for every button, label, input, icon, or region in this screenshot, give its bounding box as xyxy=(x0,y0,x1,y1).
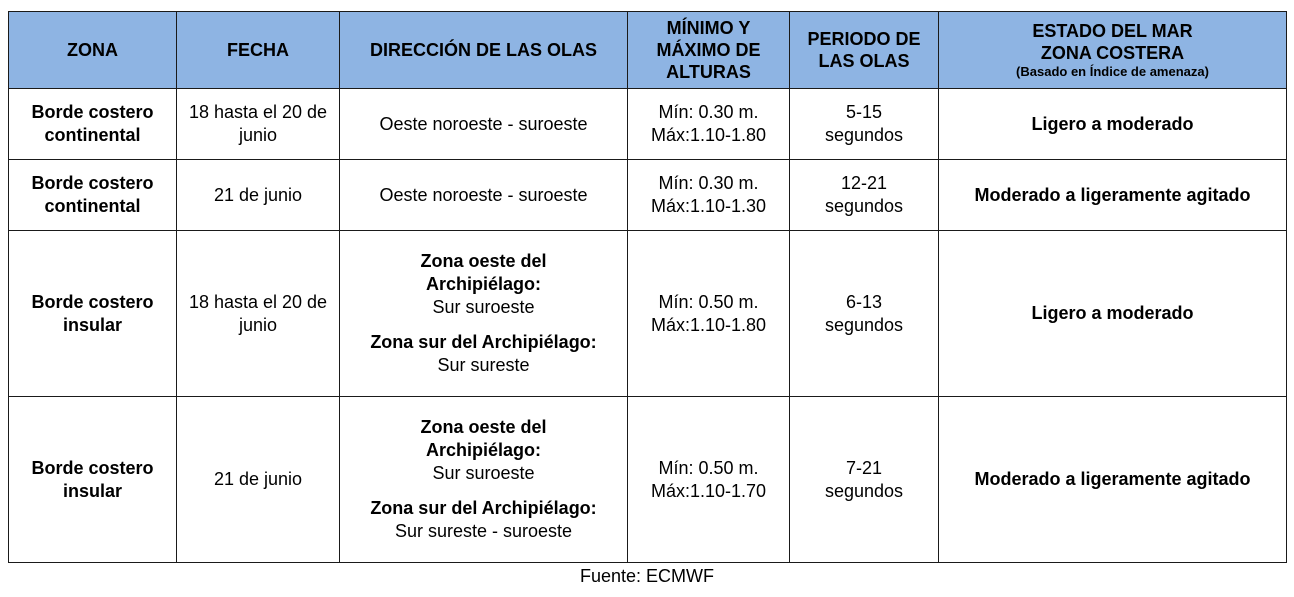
cell-fecha xyxy=(177,160,340,231)
cell-fecha xyxy=(177,397,340,563)
zona-oeste-title: Archipiélago: xyxy=(425,274,541,294)
zona-line: continental xyxy=(44,196,141,216)
cell-alturas xyxy=(628,397,790,563)
fecha-line: 21 de junio xyxy=(213,184,303,205)
cell-direccion xyxy=(340,231,628,397)
header-periodo-line: LAS OLAS xyxy=(818,51,910,71)
zona-line: insular xyxy=(62,480,123,501)
cell-zona xyxy=(9,89,177,160)
zona-sur-value: Sur sureste xyxy=(437,355,530,375)
cell-fecha xyxy=(177,231,340,397)
cell-zona xyxy=(9,397,177,563)
altura-min: Mín: 0.50 m. xyxy=(658,457,759,478)
header-alturas xyxy=(628,12,790,89)
header-estado-line: ZONA COSTERA xyxy=(1040,43,1185,63)
periodo-unit: segundos xyxy=(824,125,904,145)
cell-estado: Ligero a moderado xyxy=(939,231,1287,397)
table-row xyxy=(9,397,1287,563)
header-estado xyxy=(939,12,1287,89)
zona-line: Borde costero xyxy=(31,291,154,312)
cell-estado: Moderado a ligeramente agitado xyxy=(939,397,1287,563)
altura-max: Máx:1.10-1.80 xyxy=(650,125,767,145)
cell-estado: Ligero a moderado xyxy=(939,89,1287,160)
cell-fecha xyxy=(177,89,340,160)
header-alturas-line: ALTURAS xyxy=(666,62,751,82)
header-estado-subtitle: (Basado en Índice de amenaza) xyxy=(1016,64,1209,79)
altura-min: Mín: 0.30 m. xyxy=(658,173,759,193)
header-estado-line: ESTADO DEL MAR xyxy=(1032,21,1193,41)
header-alturas-line: MÍNIMO Y xyxy=(666,18,751,38)
header-row xyxy=(9,12,1287,89)
altura-min: Mín: 0.30 m. xyxy=(658,102,759,122)
zona-line: Borde costero xyxy=(31,102,154,122)
periodo-unit: segundos xyxy=(824,480,904,501)
header-alturas-line: MÁXIMO DE xyxy=(656,40,761,60)
zona-oeste-title: Zona oeste del xyxy=(420,251,547,271)
header-periodo xyxy=(790,12,939,89)
periodo-range: 5-15 xyxy=(845,102,883,122)
cell-alturas xyxy=(628,160,790,231)
periodo-range: 6-13 xyxy=(845,291,883,312)
table-row xyxy=(9,160,1287,231)
zona-sur-title: Zona sur del Archipiélago: xyxy=(370,498,597,518)
altura-min: Mín: 0.50 m. xyxy=(658,291,759,312)
fecha-line: 21 de junio xyxy=(213,469,303,489)
table-row xyxy=(9,89,1287,160)
cell-zona xyxy=(9,231,177,397)
zona-line: continental xyxy=(44,125,141,145)
zona-oeste-value: Sur suroeste xyxy=(432,463,535,483)
altura-max: Máx:1.10-1.80 xyxy=(650,314,767,335)
header-zona: ZONA xyxy=(9,12,177,89)
altura-max: Máx:1.10-1.30 xyxy=(650,196,767,216)
fecha-line: 18 hasta el 20 de xyxy=(188,102,328,122)
header-direccion: DIRECCIÓN DE LAS OLAS xyxy=(340,12,628,89)
cell-periodo xyxy=(790,397,939,563)
cell-direccion xyxy=(340,397,628,563)
forecast-table-container xyxy=(8,11,1287,563)
periodo-unit: segundos xyxy=(824,196,904,216)
cell-zona xyxy=(9,160,177,231)
zona-sur-value: Sur sureste - suroeste xyxy=(394,521,573,541)
cell-alturas xyxy=(628,89,790,160)
zona-oeste-value: Sur suroeste xyxy=(432,297,535,317)
zona-oeste-title: Zona oeste del xyxy=(420,417,547,437)
sea-state-table xyxy=(8,11,1287,563)
source-caption: Fuente: ECMWF xyxy=(579,566,715,586)
fecha-line: 18 hasta el 20 de xyxy=(188,291,328,312)
zona-line: Borde costero xyxy=(31,173,154,193)
fecha-line: junio xyxy=(238,125,278,145)
zona-line: Borde costero xyxy=(31,457,154,478)
periodo-unit: segundos xyxy=(824,314,904,335)
cell-alturas xyxy=(628,231,790,397)
altura-max: Máx:1.10-1.70 xyxy=(650,480,767,501)
periodo-range: 12-21 xyxy=(840,173,888,193)
cell-direccion: Oeste noroeste - suroeste xyxy=(340,160,628,231)
table-row xyxy=(9,231,1287,397)
zona-oeste-title: Archipiélago: xyxy=(425,440,541,460)
header-fecha: FECHA xyxy=(177,12,340,89)
cell-direccion: Oeste noroeste - suroeste xyxy=(340,89,628,160)
cell-periodo xyxy=(790,160,939,231)
cell-estado: Moderado a ligeramente agitado xyxy=(939,160,1287,231)
periodo-range: 7-21 xyxy=(845,457,883,478)
header-periodo-line: PERIODO DE xyxy=(807,29,921,49)
zona-sur-title: Zona sur del Archipiélago: xyxy=(370,332,597,352)
cell-periodo xyxy=(790,89,939,160)
zona-line: insular xyxy=(62,314,123,335)
fecha-line: junio xyxy=(238,314,278,335)
cell-periodo xyxy=(790,231,939,397)
